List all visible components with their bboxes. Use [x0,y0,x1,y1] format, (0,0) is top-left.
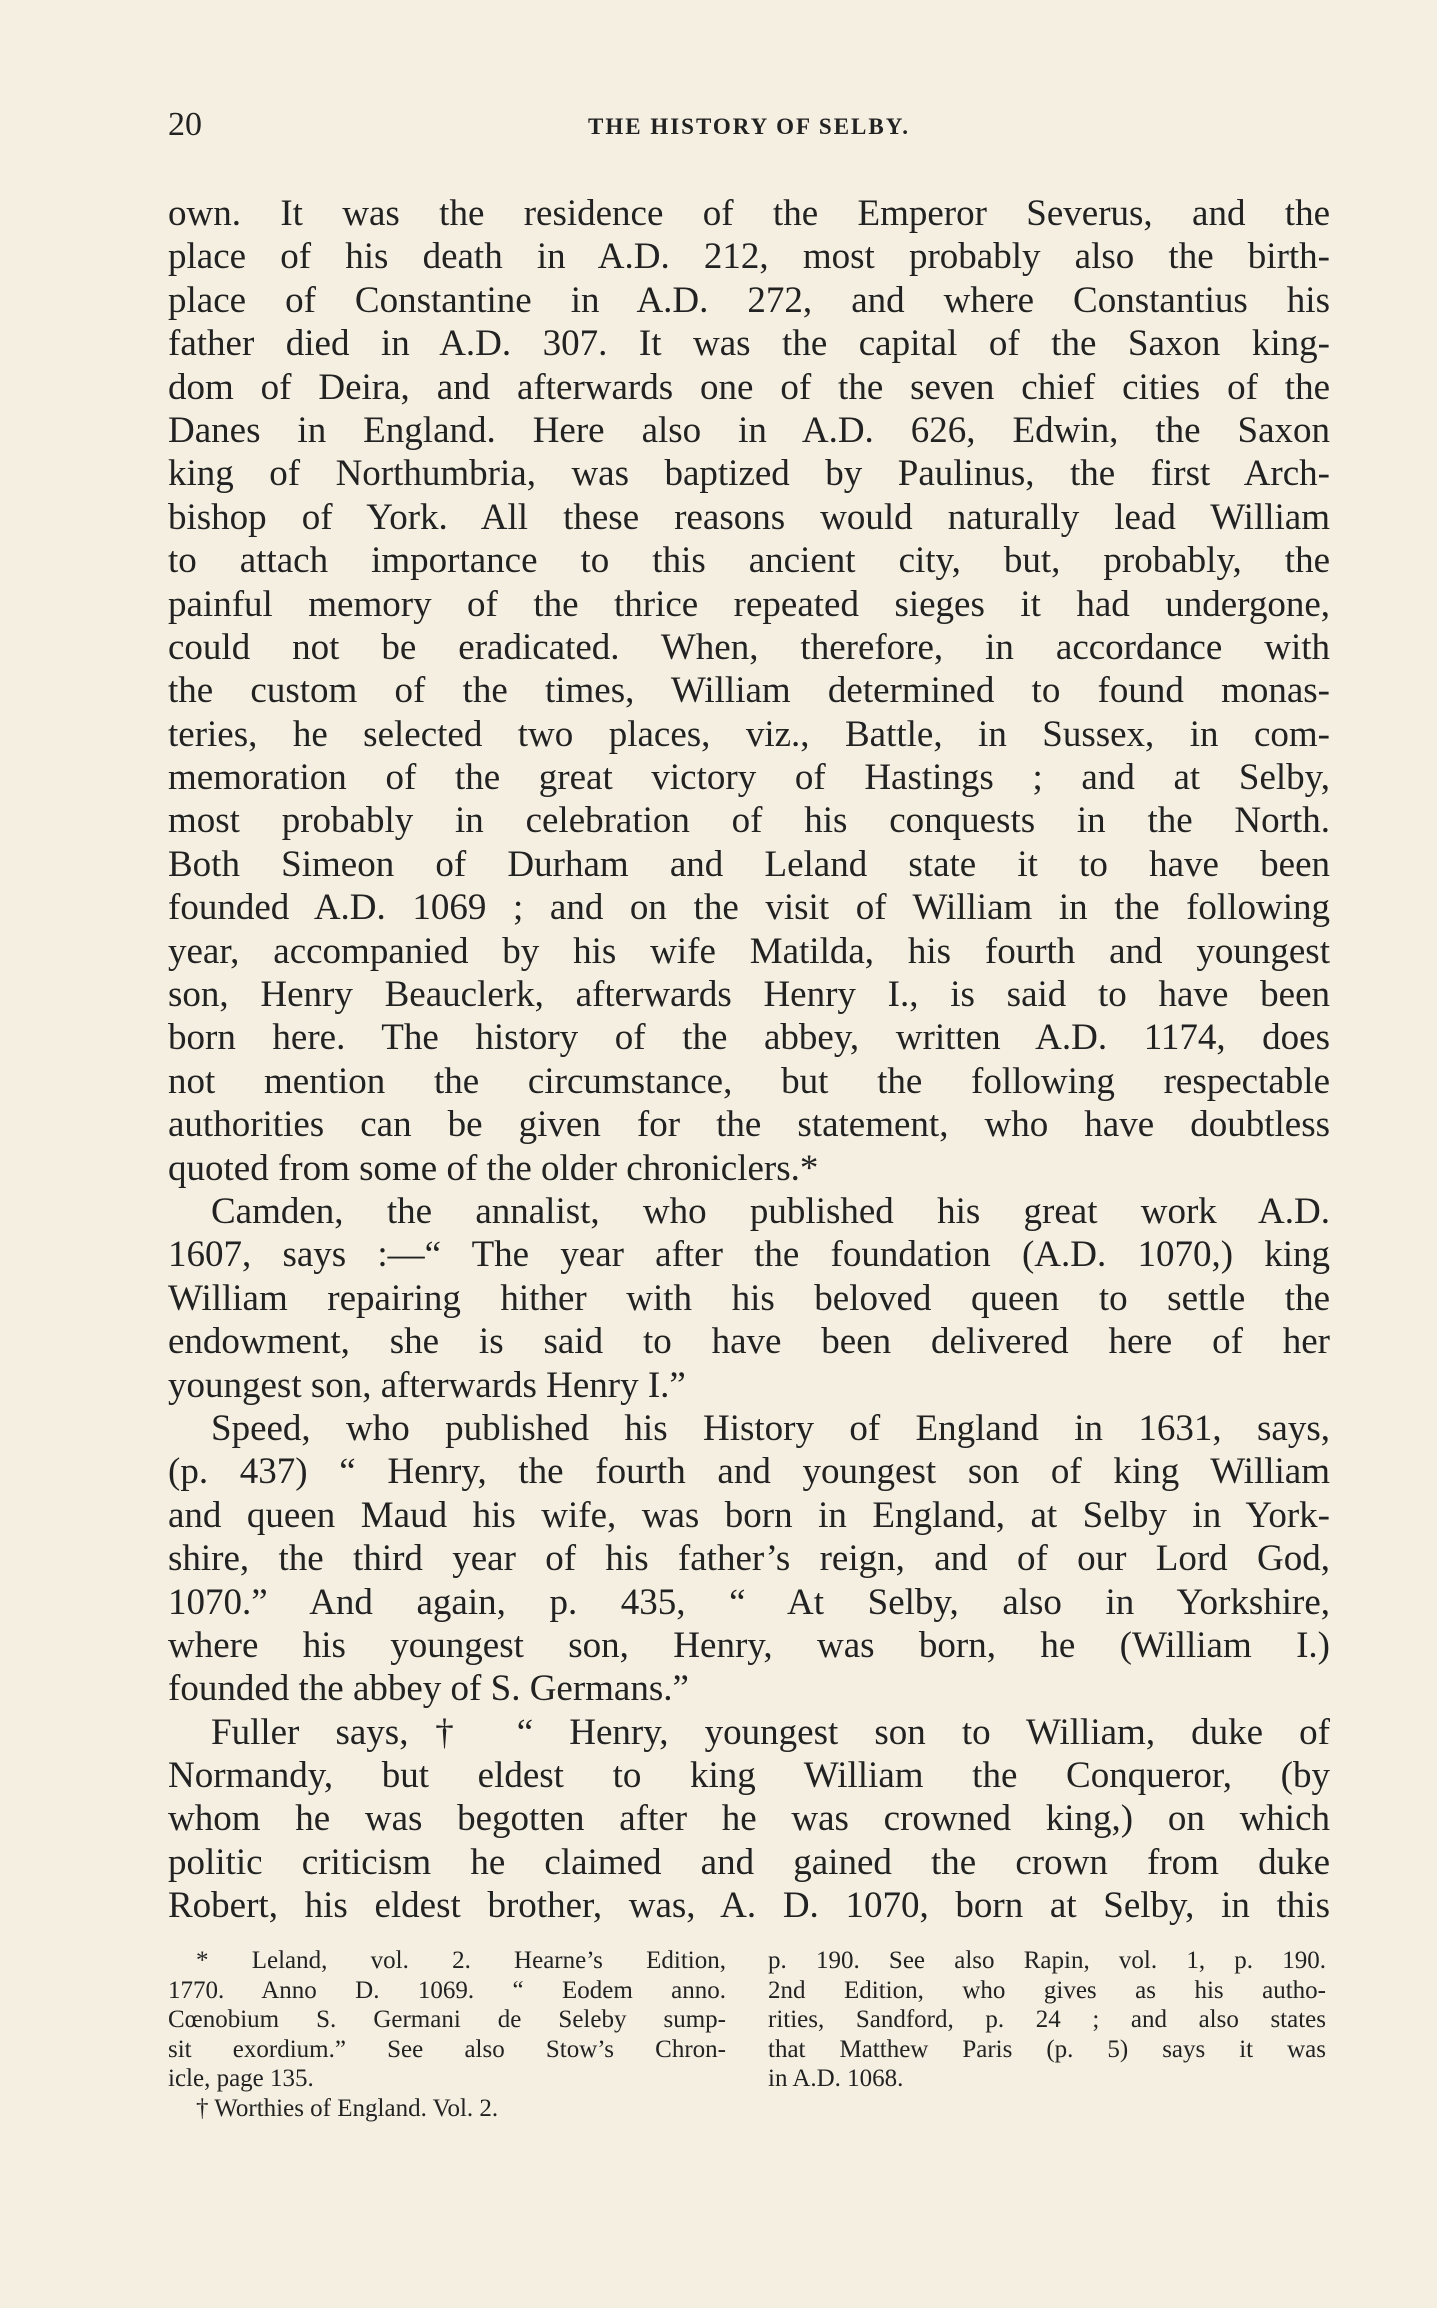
body-line: teries, he selected two places, viz., Battle, in Sussex, in com- [168,713,1330,755]
body-line: 1070.” And again, p. 435, “ At Selby, also in Yorkshire, [168,1581,1330,1623]
body-line: memoration of the great victory of Hastings ; and at Selby, [168,757,1330,799]
body-line: endowment, she is said to have been delivered here of her [168,1321,1330,1363]
footnote-column-right [768,1946,1326,2094]
page-header [168,103,1330,153]
body-line: youngest son, afterwards Henry I.” [168,1364,686,1406]
body-line: born here. The history of the abbey, written A.D. 1174, does [168,1017,1330,1059]
footnote-line: * Leland, vol. 2. Hearne’s Edition, [196,1947,726,1974]
page-number: 20 [168,106,202,143]
body-line: William repairing hither with his beloved queen to settle the [168,1277,1330,1319]
footnote-line: Cœnobium S. Germani de Seleby sump- [168,2006,726,2033]
body-line: Speed, who published his History of England in 1631, says, [211,1407,1330,1449]
body-line: own. It was the residence of the Emperor Severus, and the [168,193,1330,234]
body-line: year, accompanied by his wife Matilda, his fourth and youngest [168,930,1330,972]
body-line: son, Henry Beauclerk, afterwards Henry I., is said to have been [168,974,1330,1016]
footnote-line: † Worthies of England. Vol. 2. [196,2094,499,2122]
footnote-line: p. 190. See also Rapin, vol. 1, p. 190. [768,1947,1326,1974]
body-line: founded A.D. 1069 ; and on the visit of William in the following [168,887,1330,929]
body-line: king of Northumbria, was baptized by Paulinus, the first Arch- [168,453,1330,495]
body-line: not mention the circumstance, but the following respectable [168,1060,1330,1102]
body-line: to attach importance to this ancient city, but, probably, the [168,540,1330,582]
body-line: could not be eradicated. When, therefore, in accordance with [168,626,1330,668]
footnote-column-left [168,1946,726,2123]
body-line: Both Simeon of Durham and Leland state it to have been [168,843,1330,885]
body-text [168,192,1330,1928]
body-line: Camden, the annalist, who published his great work A.D. [211,1190,1330,1232]
footnote-line: 1770. Anno D. 1069. “ Eodem anno. [168,1976,726,2004]
body-line: place of Constantine in A.D. 272, and where Constantius his [168,279,1330,321]
footnotes [168,1946,1330,2146]
footnote-line: in A.D. 1068. [768,2065,904,2092]
body-line: most probably in celebration of his conquests in the North. [168,800,1330,842]
body-line: Robert, his eldest brother, was, A. D. 1070, born at Selby, in this [168,1885,1330,1927]
body-line: place of his death in A.D. 212, most probably also the birth- [168,236,1330,278]
body-line: whom he was begotten after he was crowned king,) on which [168,1798,1330,1840]
body-line: the custom of the times, William determined to found monas- [168,670,1330,712]
footnote-line: sit exordium.” See also Stow’s Chron- [168,2035,726,2063]
body-line: (p. 437) “ Henry, the fourth and youngest son of king William [168,1451,1330,1493]
running-title: THE HISTORY OF SELBY. [588,114,910,139]
body-line: and queen Maud his wife, was born in England, at Selby in York- [168,1494,1330,1536]
body-line: father died in A.D. 307. It was the capital of the Saxon king- [168,323,1330,365]
body-line: bishop of York. All these reasons would naturally lead William [168,496,1330,538]
body-line: Normandy, but eldest to king William the Conqueror, (by [168,1755,1330,1797]
footnote-line: that Matthew Paris (p. 5) says it was [768,2035,1326,2063]
body-line: authorities can be given for the statement, who have doubtless [168,1104,1330,1146]
body-line: politic criticism he claimed and gained the crown from duke [168,1841,1330,1883]
body-line: dom of Deira, and afterwards one of the seven chief cities of the [168,366,1330,408]
body-line: 1607, says :—“ The year after the foundation (A.D. 1070,) king [168,1234,1330,1276]
body-line: quoted from some of the older chroniclers.* [168,1147,819,1189]
body-line: painful memory of the thrice repeated sieges it had undergone, [168,583,1330,625]
body-line: shire, the third year of his father’s reign, and of our Lord God, [168,1538,1330,1580]
body-line: Fuller says,† “ Henry, youngest son to William, duke of [211,1711,1330,1753]
footnote-line: icle, page 135. [168,2065,314,2092]
body-line: where his youngest son, Henry, was born, he (William I.) [168,1624,1330,1666]
footnote-line: rities, Sandford, p. 24 ; and also states [768,2006,1326,2033]
body-line: founded the abbey of S. Germans.” [168,1668,689,1710]
footnote-line: 2nd Edition, who gives as his autho- [768,1976,1326,2004]
body-line: Danes in England. Here also in A.D. 626, Edwin, the Saxon [168,409,1330,451]
